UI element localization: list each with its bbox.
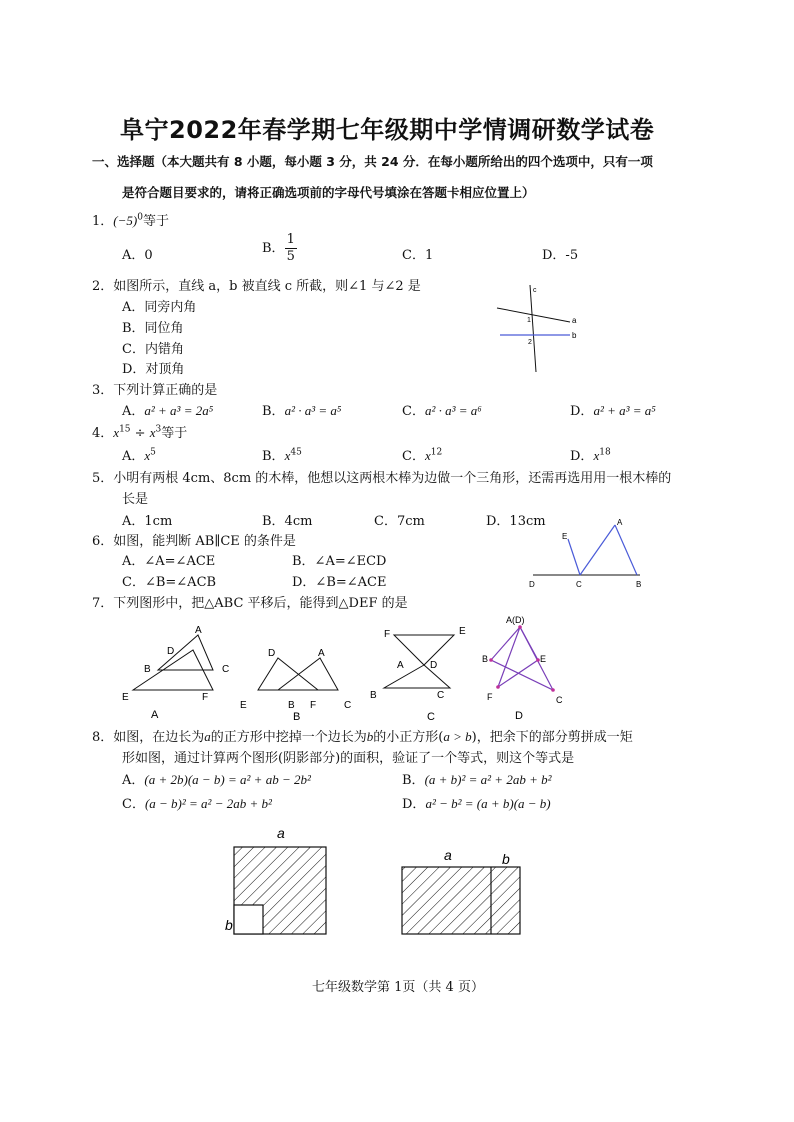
q7c-label-d: D — [430, 660, 438, 671]
q2-label-a: a — [572, 316, 577, 325]
q5-option-c[interactable]: C．7cm — [374, 514, 425, 529]
q2-line-c — [530, 285, 536, 372]
q7a-label-a: A — [195, 625, 202, 636]
q7a-label-d: D — [167, 646, 175, 657]
question-1: 1．$(-5)^0$等于 — [92, 212, 169, 229]
q8-option-b[interactable]: B．(a + b)² = a² + 2ab + b² — [402, 772, 552, 788]
q7a-label-c: C — [222, 664, 230, 675]
q8-rect-label-b: b — [502, 851, 510, 867]
q7b-caption: B — [293, 711, 301, 722]
q6-segment-ce — [568, 539, 580, 575]
q7-figure-c[interactable] — [364, 620, 484, 722]
q7a-label-b: B — [144, 664, 151, 675]
question-5-line2: 长是 — [122, 492, 149, 507]
q8-rect-label-a: a — [444, 847, 452, 863]
q7c-caption: C — [427, 711, 435, 722]
q4-option-c[interactable]: C．$x^{12}$ — [402, 447, 443, 464]
q5-option-a[interactable]: A．1cm — [122, 514, 173, 529]
question-3: 3．下列计算正确的是 — [92, 383, 218, 398]
q6-option-a[interactable]: A．∠A=∠ACE — [122, 554, 216, 569]
question-2: 2．如图所示，直线 a，b 被直线 c 所截，则∠1 与∠2 是 — [92, 279, 421, 294]
q6-label-a: A — [617, 518, 623, 527]
q7b-label-e: E — [240, 700, 247, 711]
q8-figure-rectangle — [396, 842, 528, 942]
q7c-label-a: A — [397, 660, 404, 671]
q8-figure-square — [222, 822, 332, 940]
q1-option-d[interactable]: D．-5 — [542, 248, 579, 263]
q7c-label-c: C — [437, 690, 445, 701]
q6-option-b[interactable]: B．∠A=∠ECD — [292, 554, 387, 569]
q8-option-c[interactable]: C．(a − b)² = a² − 2ab + b² — [122, 796, 272, 812]
q7-figure-a[interactable] — [118, 620, 238, 722]
q6-segment-ab — [615, 525, 637, 575]
q2-option-c[interactable]: C．内错角 — [122, 342, 184, 357]
q1-option-c[interactable]: C．1 — [402, 248, 434, 263]
q8-small-square-b — [234, 905, 263, 934]
q3-option-d[interactable]: D．a² + a³ = a⁵ — [570, 403, 656, 419]
q7-figure-b[interactable] — [238, 620, 358, 722]
q6-segment-ca — [580, 525, 615, 575]
q7d-label-ad: A(D) — [506, 615, 525, 625]
q6-option-d[interactable]: D．∠B=∠ACE — [292, 575, 387, 590]
question-6: 6．如图，能判断 AB∥CE 的条件是 — [92, 534, 296, 549]
q6-figure — [525, 515, 655, 590]
q7b-triangle-abc — [278, 658, 338, 690]
question-5-line1: 5．小明有两根 4cm、8cm 的木棒，他想以这两根木棒为边做一个三角形，还需再选用用一根木棒的 — [92, 471, 672, 486]
q8-option-a[interactable]: A．(a + 2b)(a − b) = a² + ab − 2b² — [122, 772, 311, 788]
q5-option-d[interactable]: D．13cm — [486, 514, 546, 529]
q7b-label-c: C — [344, 700, 352, 711]
q2-angle-2: 2 — [528, 339, 532, 346]
q7c-triangle-abc — [384, 665, 450, 688]
q7d-label-f: F — [487, 692, 493, 702]
section-heading-line2: 是符合题目要求的，请将正确选项前的字母代号填涂在答题卡相应位置上） — [122, 185, 535, 200]
q7b-triangle-def — [258, 658, 318, 690]
q7a-label-f: F — [202, 692, 209, 703]
q2-figure — [492, 280, 582, 375]
q2-option-a[interactable]: A．同旁内角 — [122, 300, 197, 315]
q8-option-d[interactable]: D．a² − b² = (a + b)(a − b) — [402, 796, 551, 812]
q6-label-b: B — [636, 580, 642, 589]
q2-label-b: b — [572, 331, 577, 340]
q7d-label-b: B — [482, 654, 489, 664]
q6-label-d: D — [529, 580, 535, 589]
q7b-label-f: F — [310, 700, 317, 711]
section-heading-line1: 一、选择题（本大题共有 8 小题，每小题 3 分，共 24 分．在每小题所给出的四个选项中，只有一项 — [92, 154, 653, 169]
q7a-caption: A — [151, 709, 159, 721]
q7d-label-c: C — [556, 695, 563, 705]
q2-line-a — [497, 308, 570, 322]
q1-option-a[interactable]: A．0 — [122, 248, 153, 263]
q3-option-c[interactable]: C．a² · a³ = a⁶ — [402, 403, 482, 419]
question-4: 4．$x^{15} \div x^3$等于 — [92, 424, 188, 441]
page-title: 阜宁2022年春学期七年级期中学情调研数学试卷 — [120, 116, 655, 144]
question-7: 7．下列图形中，把△ABC 平移后，能得到△DEF 的是 — [92, 596, 408, 611]
q7c-label-e: E — [459, 626, 466, 637]
q6-label-c: C — [576, 580, 582, 589]
q7d-caption: D — [515, 710, 523, 722]
q6-label-e: E — [562, 532, 568, 541]
q6-option-c[interactable]: C．∠B=∠ACB — [122, 575, 217, 590]
q5-option-b[interactable]: B．4cm — [262, 514, 313, 529]
q7c-label-b: B — [370, 690, 377, 701]
q4-option-a[interactable]: A．$x^5$ — [122, 447, 156, 464]
q7a-label-e: E — [122, 692, 129, 703]
q8-rectangle — [402, 867, 520, 934]
q7d-triangle-abc — [498, 627, 538, 687]
q4-option-b[interactable]: B．$x^{45}$ — [262, 447, 302, 464]
q2-label-c: c — [533, 287, 537, 294]
q7b-label-d: D — [268, 648, 276, 659]
q7-figure-d[interactable] — [478, 612, 578, 722]
page-footer: 七年级数学第 1页（共 4 页） — [312, 980, 484, 995]
q2-option-b[interactable]: B．同位角 — [122, 321, 184, 336]
q8-label-a: a — [277, 825, 285, 841]
question-8-line2: 形如图，通过计算两个图形(阴影部分)的面积，验证了一个等式，则这个等式是 — [122, 751, 575, 766]
q4-option-d[interactable]: D．$x^{18}$ — [570, 447, 611, 464]
q7b-label-b: B — [288, 700, 295, 711]
q2-option-d[interactable]: D．对顶角 — [122, 362, 185, 377]
q3-option-a[interactable]: A．a² + a³ = 2a⁵ — [122, 403, 214, 419]
q7c-label-f: F — [384, 629, 391, 640]
q2-angle-1: 1 — [527, 317, 531, 324]
question-8-line1: 8．如图，在边长为a的正方形中挖掉一个边长为b的小正方形(a > b)，把余下的部分剪拼成一矩 — [92, 729, 633, 745]
q7b-label-a: A — [318, 648, 325, 659]
q7d-label-e: E — [540, 654, 547, 664]
q3-option-b[interactable]: B．a² · a³ = a⁵ — [262, 403, 342, 419]
q1-option-b[interactable]: B． $\frac{1}{5}$ — [262, 232, 295, 264]
q8-label-b: b — [225, 917, 233, 933]
